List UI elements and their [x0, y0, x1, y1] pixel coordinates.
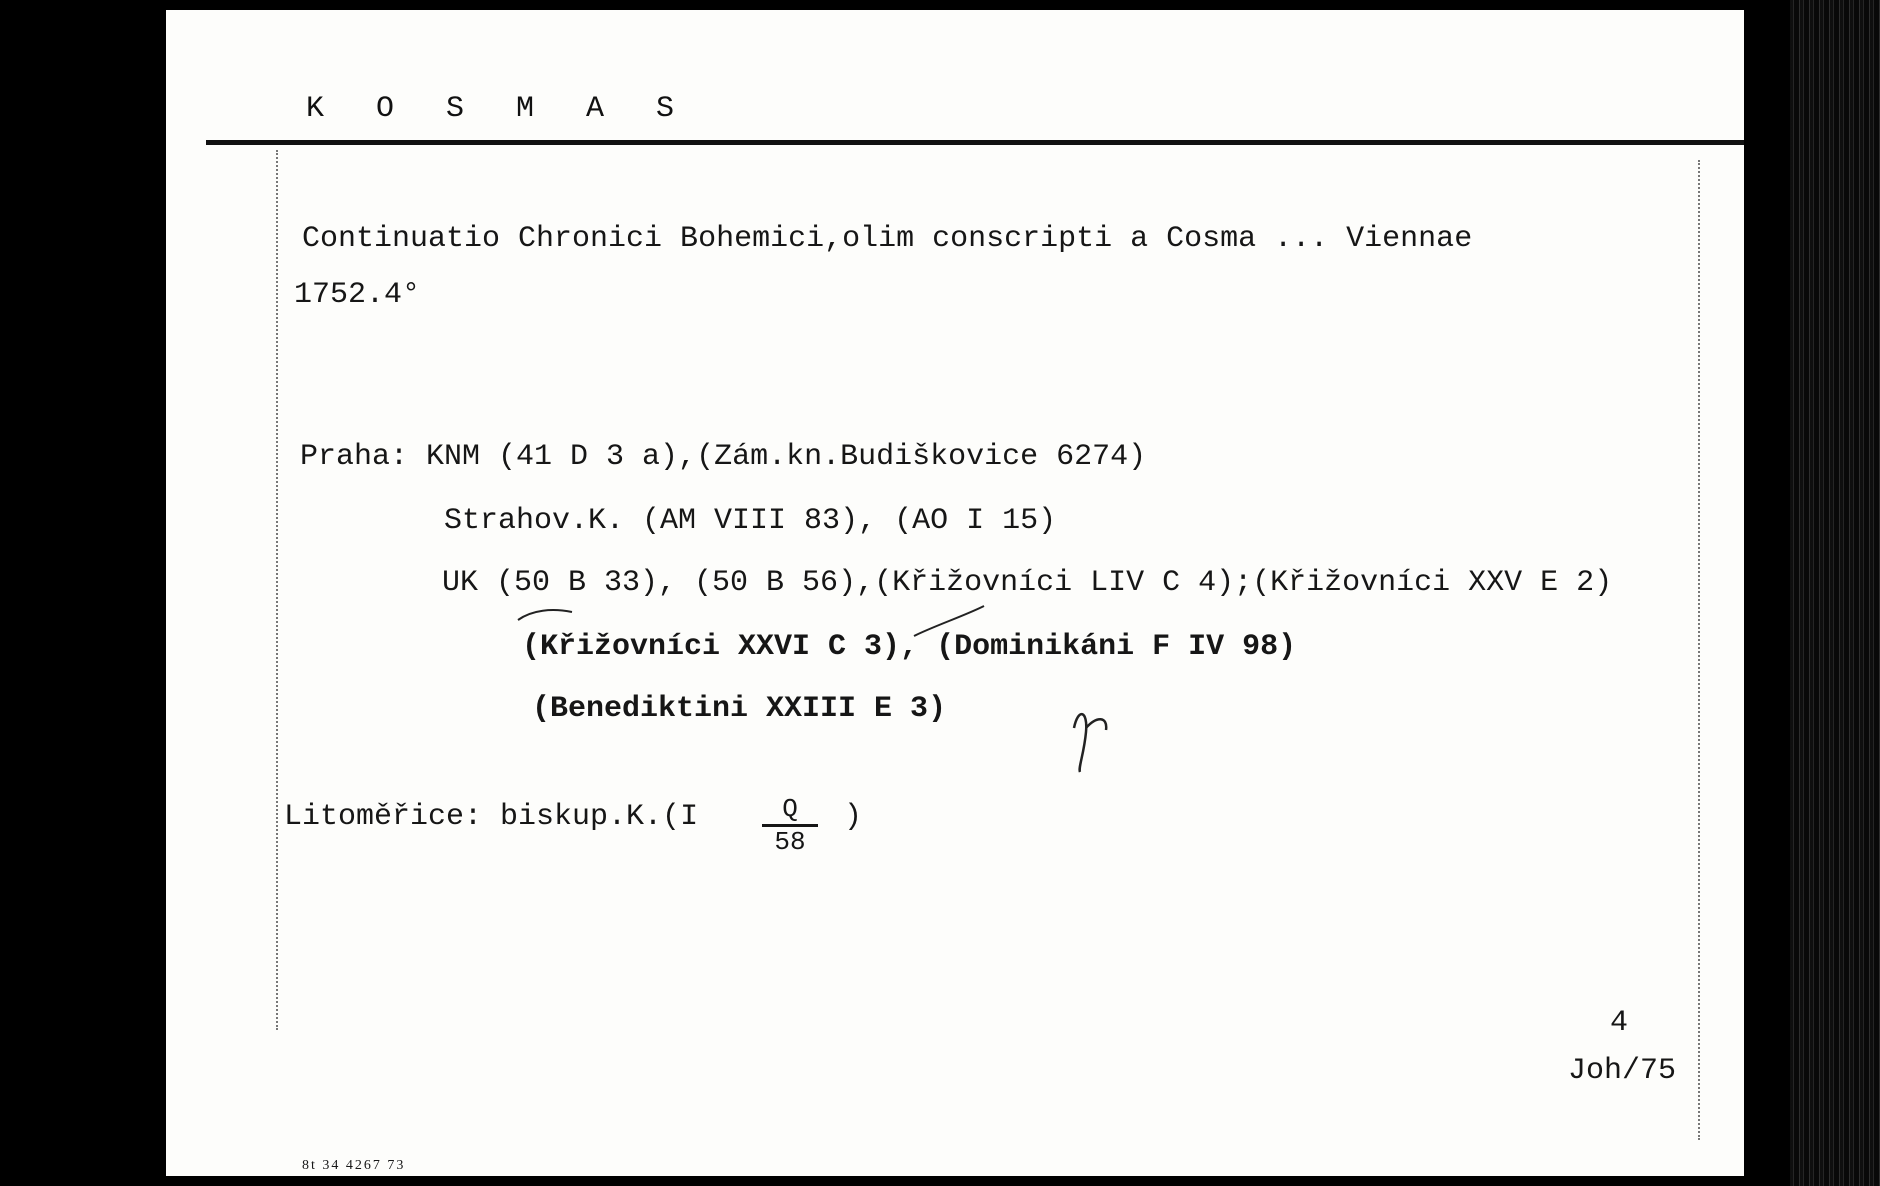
holding-uk: UK (50 B 33), (50 B 56),(Křižovníci LIV C 4);(Křižovníci XXV E 2)	[442, 566, 1613, 600]
holding-strahov: Strahov.K. (AM VIII 83), (AO I 15)	[444, 504, 1057, 538]
heading-rule	[206, 140, 1744, 145]
card-number: 4	[1610, 1006, 1629, 1040]
scanner-edge	[1790, 0, 1880, 1186]
shelfmark-fraction	[762, 796, 818, 855]
margin-line-left	[276, 150, 278, 1030]
print-code: 8t 34 4267 73	[302, 1158, 406, 1173]
fraction-numerator: Q	[782, 794, 798, 824]
cataloger-initials: Joh/75	[1568, 1054, 1677, 1088]
holding-litomerice	[284, 800, 698, 834]
title-line-1: Continuatio Chronici Bohemici,olim conscripti a Cosma ... Viennae	[302, 222, 1473, 256]
catalog-card	[166, 10, 1744, 1176]
handwritten-annotation-mark	[1066, 698, 1116, 778]
handwritten-stroke-mark	[512, 604, 592, 624]
handwritten-underline-mark	[904, 576, 994, 646]
card-heading: K O S M A S	[306, 92, 692, 126]
holding-benediktini: (Benediktini XXIII E 3)	[532, 692, 947, 726]
litomerice-label: Litoměřice: biskup.K.(I	[284, 800, 699, 834]
holding-krizovnici: (Křižovníci XXVI C 3), (Dominikáni F IV 98)	[522, 630, 1297, 664]
fraction-denominator: 58	[774, 827, 806, 857]
litomerice-close: )	[844, 800, 863, 834]
margin-line-right	[1698, 160, 1700, 1140]
holding-praha: Praha: KNM (41 D 3 a),(Zám.kn.Budiškovice 6274)	[300, 440, 1147, 474]
title-line-2: 1752.4°	[294, 278, 421, 312]
